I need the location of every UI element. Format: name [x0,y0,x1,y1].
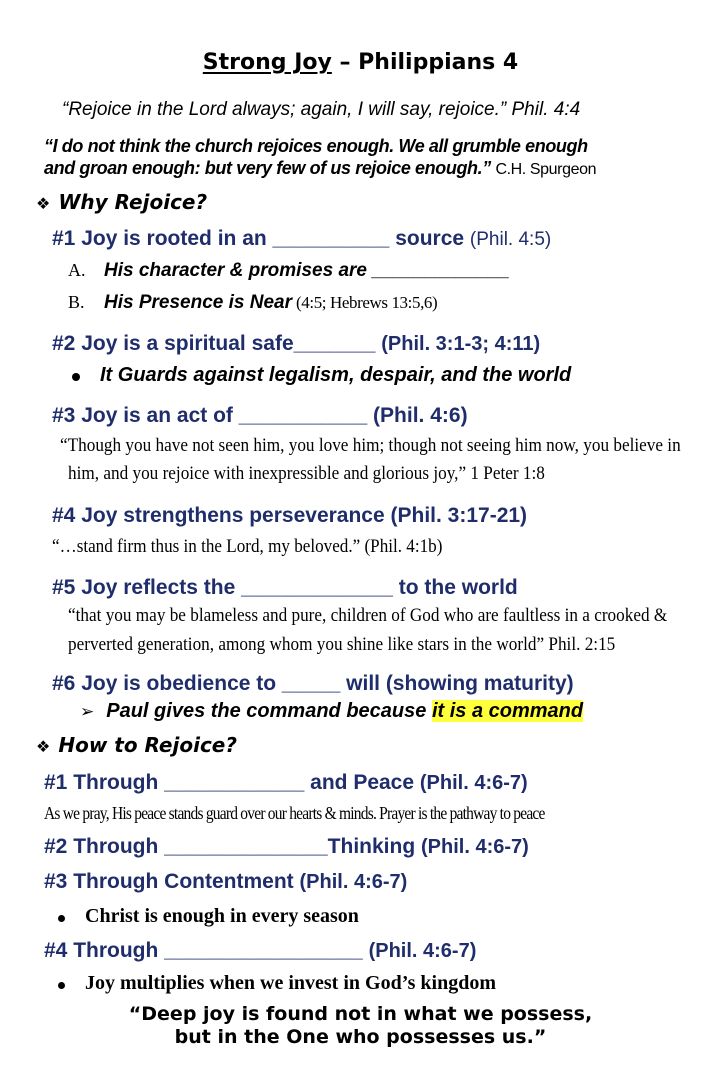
sub-b-label: B. [68,292,85,312]
point-2 [52,332,540,356]
title-main: Strong Joy [202,50,332,75]
epigraph-quote: “Rejoice in the Lord always; again, I will say, rejoice.” Phil. 4:4 [62,99,581,120]
point-6-highlight: it is a command [431,700,584,722]
point-2-ref: (Phil. 3:1-3; 4:11) [381,333,541,355]
how-4-bullet [58,972,496,995]
point-1-sub-b [68,292,437,314]
point-2-text: #2 Joy is a spiritual safe_______ [52,332,376,355]
how-rejoice-heading [36,733,237,757]
point-2-bullet [72,364,571,387]
arrow-bullet-icon: ➢ [80,702,95,722]
how-rejoice-title: How to Rejoice? [58,733,237,757]
point-1-sub-a [68,260,510,282]
how-2 [44,835,529,859]
point-1-ref: (Phil. 4:5) [469,229,552,250]
why-rejoice-heading [36,190,207,214]
spurgeon-author: C.H. Spurgeon [495,161,597,178]
point-4-quote: “…stand firm thus in the Lord, my beloved.” (Phil. 4:1b) [52,536,443,557]
point-5: #5 Joy reflects the _____________ to the world [52,576,518,599]
how-3-ref: (Phil. 4:6-7) [299,871,408,893]
how-3-text: #3 Through Contentment [44,870,294,893]
title-sub: – Philippians 4 [331,50,519,75]
sub-a-label: A. [68,260,86,280]
point-6: #6 Joy is obedience to _____ will (showing maturity) [52,672,574,695]
sub-a-text: His character & promises are _____________ [104,260,510,281]
spurgeon-quote-text: and groan enough: but very few of us rejoice enough.” [44,158,491,178]
how-3-bullet-text: Christ is enough in every season [85,905,359,927]
how-2-ref: (Phil. 4:6-7) [421,836,529,858]
how-3-bullet [58,905,359,928]
point-5-quote-line2: perverted generation, among whom you shine like stars in the world” Phil. 2:15 [68,634,616,655]
point-1 [52,227,551,251]
how-1 [44,771,528,795]
spurgeon-quote-line2 [44,158,596,179]
closing-quote-line1: “Deep joy is found not in what we possess, [128,1003,593,1025]
point-1-text: #1 Joy is rooted in an __________ source [52,227,465,250]
how-2-text: #2 Through ______________Thinking [44,835,416,858]
bullet-dot-icon [72,373,80,381]
point-3-quote-line2: him, and you rejoice with inexpressible and glorious joy,” 1 Peter 1:8 [68,463,545,484]
how-4-ref: (Phil. 4:6-7) [368,940,477,962]
point-3-quote-line1: “Though you have not seen him, you love him; though not seeing him now, you believe in [60,435,681,456]
closing-quote-line2: but in the One who possesses us.” [174,1026,547,1048]
how-4 [44,939,476,963]
page-title [0,50,721,75]
how-4-bullet-text: Joy multiplies when we invest in God’s kingdom [85,972,496,994]
point-3: #3 Joy is an act of ___________ (Phil. 4:6) [52,404,468,427]
spurgeon-quote-line1: “I do not think the church rejoices enough. We all grumble enough [44,136,588,156]
diamond-bullet-icon: ❖ [36,737,51,756]
how-1-text: #1 Through ____________ and Peace [44,771,415,794]
how-4-text: #4 Through _________________ [44,939,363,962]
point-6-arrow-item [80,700,583,723]
sub-b-text: His Presence is Near [104,292,293,313]
how-1-note: As we pray, His peace stands guard over our hearts & minds. Prayer is the pathway to peace [44,803,545,823]
diamond-bullet-icon: ❖ [36,194,51,213]
point-2-bullet-text: It Guards against legalism, despair, and the world [100,364,572,386]
closing-quote [0,1003,721,1049]
sub-b-ref: (4:5; Hebrews 13:5,6) [296,293,438,312]
bullet-dot-icon [58,915,65,922]
point-6-arrow-text: Paul gives the command because [106,700,432,722]
bullet-dot-icon [58,982,65,989]
how-3 [44,870,407,894]
point-4: #4 Joy strengthens perseverance (Phil. 3:17-21) [52,504,528,527]
point-5-quote-line1: “that you may be blameless and pure, children of God who are faultless in a crooked & [68,605,668,626]
how-1-ref: (Phil. 4:6-7) [419,772,528,794]
why-rejoice-title: Why Rejoice? [58,190,208,214]
